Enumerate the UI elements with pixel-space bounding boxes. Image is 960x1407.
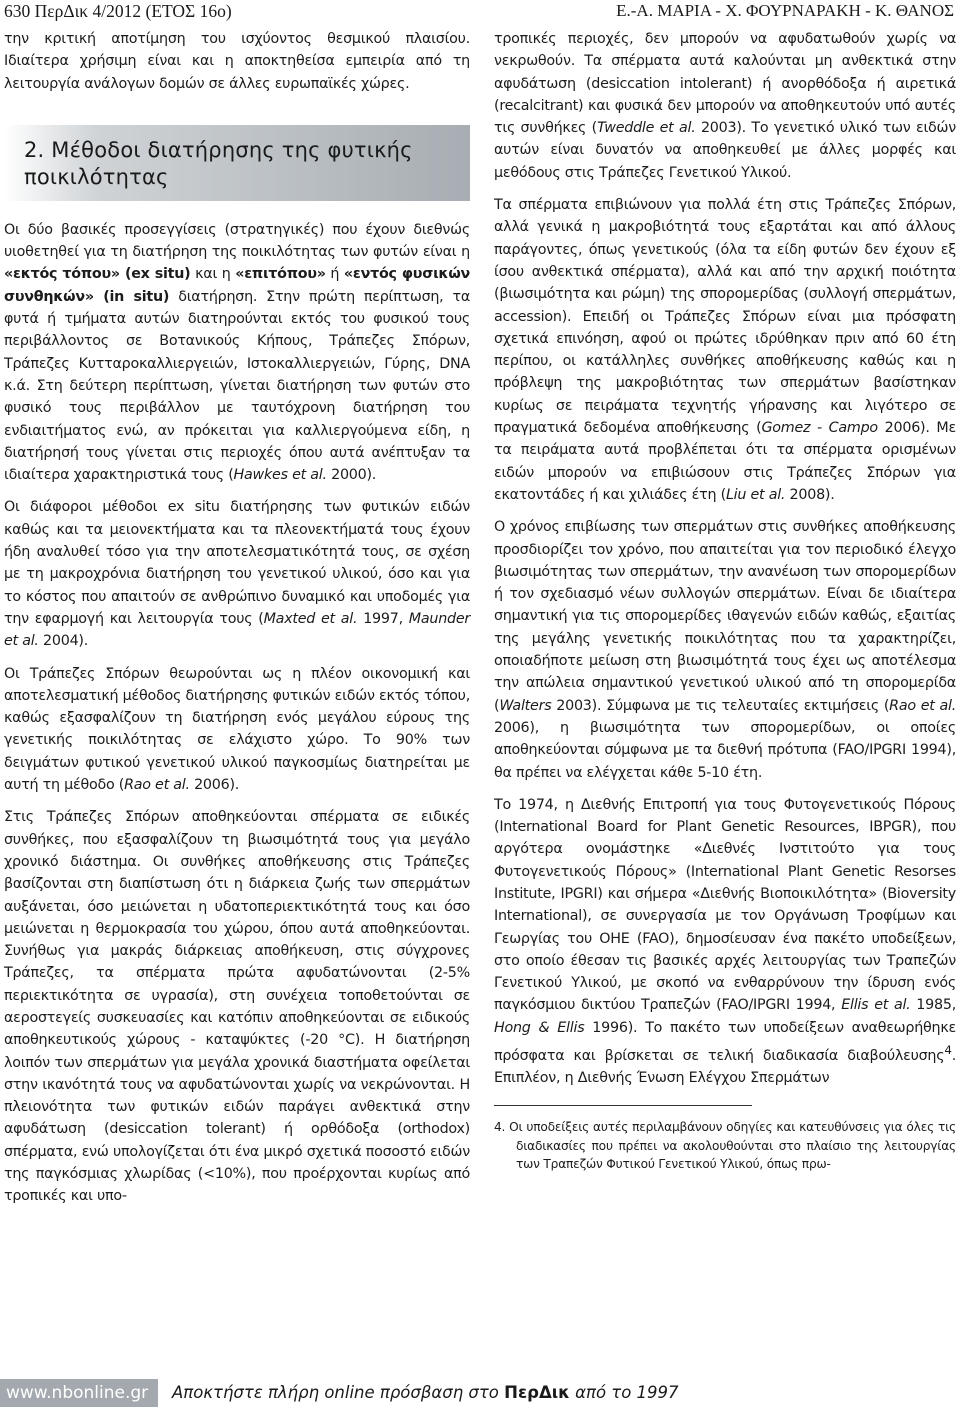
citation-author: Hong & Ellis xyxy=(494,1019,585,1036)
citation-author: Liu et al. xyxy=(725,486,786,503)
citation-author: Tweddle et al. xyxy=(596,120,696,137)
citation-author: Maxted et al. xyxy=(263,610,358,627)
citation-author: Rao et al. xyxy=(124,777,190,794)
left-column xyxy=(4,28,470,1208)
paragraph-intro: την κριτική αποτίμηση του ισχύοντος θεσμικού πλαισίου. Ιδιαίτερα χρήσιμη είναι και η αποκτηθείσα εμπειρία από τη λειτουργία ανάλογων δομών σε άλλες ευρωπαϊκές χώρες. xyxy=(4,31,470,92)
paragraph-recalcitrant-seeds: τροπικές περιοχές, δεν μπορούν να αφυδατωθούν χωρίς να νεκρωθούν. Τα σπέρματα αυτά καλούνται μη ανθεκτικά στην αφυδάτωση (desiccation intolerant) ή ανορθόδοξα ή αιρετικά (recalcitrant) και φυσικά δεν μπορούν να αποθηκευτούν υπό αυτές τις συνθήκες (Tweddle et al. 2003). Το γενετικό υλικό των ειδών αυτών είναι δυνατόν να αποθηκευθεί με άλλες μορφές και μεθόδους στις Τράπεζες Γενετικού Υλικού. xyxy=(494,31,956,181)
paragraph-ex-situ-methods: Οι διάφοροι μέθοδοι ex situ διατήρησης των φυτικών ειδών καθώς και τα μειονεκτήματα και τα πλεονεκτήματά τους έχουν ήδη αναλυθεί τόσο για την αποτελεσματικότητά τους, σε σχέση με τη μακροχρόνια διατήρηση του γενετικού υλικού, όσο και για το κόστος που απαιτούν σε ανθρώπινο δυναμικό και υποδομές για την εφαρμογή και λειτουργία τους (Maxted et al. 1997, Maunder et al. 2004). xyxy=(4,499,470,650)
running-header-authors: Ε.-Α. ΜΑΡΙΑ - Χ. ΦΟΥΡΝΑΡΑΚΗ - Κ. ΘΑΝΟΣ xyxy=(616,1,954,20)
section-heading: 2. Μέθοδοι διατήρησης της φυτικής ποικιλότητας xyxy=(4,125,470,201)
running-header-page-journal: 630 ΠερΔικ 4/2012 (ΕΤΟΣ 16ο) xyxy=(4,1,232,21)
footer-brand: ΠερΔικ xyxy=(504,1383,570,1402)
paragraph-storage-conditions: Στις Τράπεζες Σπόρων αποθηκεύονται σπέρματα σε ειδικές συνθήκες, που εξασφαλίζουν τη βιωσιμότητά τους για μεγάλο χρονικό διάστημα. Οι συνθήκες αποθήκευσης στις Τράπεζες βασίζονται στη διαπίστωση ότι η διάρκεια ζωής των σπερμάτων αυξάνεται, όσο μειώνεται η υδατοπεριεκτικότητά τους και όσο μειώνεται η θερμοκρασία του χώρου, όπου αυτά αποθηκεύονται. Συνήθως για μακράς διάρκειας αποθήκευση, στις σύγχρονες Τράπεζες, τα σπέρματα πρώτα αφυδατώνονται (2-5% περιεκτικότητα σε υγρασία), στη συνέχεια τοποθετούνται σε αεροστεγείς συσκευασίες και κατόπιν αποθηκεύονται σε ειδικούς αποθηκευτικούς χώρους - καταψύκτες (-20 °C). Η διατήρηση λοιπόν των σπερμάτων για μεγάλα χρονικά διαστήματα οφείλεται στην ικανότητά τους να αφυδατώνονται χωρίς να νεκρώνονται. Η πλειονότητα των φυτικών ειδών παράγει ανθεκτικά στην αφυδάτωση (desiccation tolerant) ή ορθόδοξα (orthodox) σπέρματα, ενώ υπολογίζεται ότι ένα μικρό σχετικά ποσοστό ειδών της παγκόσμιας χλωρίδας (<10%), που προέρχονται κυρίως από τροπικές και υπο- xyxy=(4,809,470,1205)
citation-author: Maunder et al. xyxy=(4,610,470,650)
footer-website-link[interactable]: www.nbonline.gr xyxy=(0,1379,158,1407)
paragraph-approaches: Οι δύο βασικές προσεγγίσεις (στρατηγικές) που έχουν διεθνώς υιοθετηθεί για τη διατήρηση της ποικιλότητας των φυτών είναι η «εκτός τόπου» (ex situ) και η «επιτόπου» ή «εντός φυσικών συνθηκών» (in situ) διατήρηση. Στην πρώτη περίπτωση, τα φυτά ή τμήματα αυτών διατηρούνται εκτός του φυσικού τους περιβάλλοντος σε Βοτανικούς Κήπους, Τράπεζες Σπόρων, Τράπεζες Κυτταροκαλλιεργειών, Ιστοκαλλιεργειών, Γύρης, DNA κ.ά. Στη δεύτερη περίπτωση, γίνεται διατήρηση των φυτών στο φυσικό τους περιβάλλον με ταυτόχρονη διατήρηση του ενδιαιτήματος ενώ, αν πρόκειται για καλλιεργούμενα είδη, η διατήρησή τους γίνεται στις περιοχές όπου αυτά ανέπτυξαν τα ιδιαίτερα χαρακτηριστικά τους (Hawkes et al. 2000). xyxy=(4,221,470,484)
term-in-place: «επιτόπου» xyxy=(235,266,326,283)
footer-promo-text: Αποκτήστε πλήρη online πρόσβαση στο ΠερΔικ από το 1997 xyxy=(172,1383,679,1402)
citation-author: Hawkes et al. xyxy=(233,467,327,484)
footnote-divider xyxy=(494,1105,752,1106)
paragraph-seed-longevity: Τα σπέρματα επιβιώνουν για πολλά έτη στις Τράπεζες Σπόρων, αλλά γενικά η μακροβιότητά τους εξαρτάται και από άλλους παράγοντες, όπως γενετικούς (όλα τα είδη φυτών δεν έχουν εξ ίσου ανθεκτικά σπέρματα), αλλά και από την αρχική ποιότητα (βιωσιμότητα και ρώμη) της σπορομερίδας (συλλογή σπερμάτων, accession). Επειδή οι Τράπεζες Σπόρων είναι μια πρόσφατη σχετικά επινόηση, αφού οι πρώτες ιδρύθηκαν πριν από 60 έτη περίπου, οι κατάλληλες συνθήκες αποθήκευσης καθώς και η πρόβλεψη της μακροβιότητας των σπερμάτων βασίστηκαν κυρίως σε πειράματα τεχνητής γήρανσης και λιγότερο σε πραγματικά δεδομένα αποθήκευσης (Gomez - Campo 2006). Με τα πειράματα αυτά προβλέπεται ότι τα σπέρματα ορισμένων ειδών μπορούν να επιβιώσουν στις Τράπεζες Σπόρων για εκατοντάδες ή και χιλιάδες έτη (Liu et al. 2008). xyxy=(494,197,956,503)
footnote-marker[interactable]: 4 xyxy=(944,1043,952,1058)
term-in-situ: «εντός φυσικών συνθηκών» (in situ) xyxy=(4,266,470,305)
term-ex-situ: «εκτός τόπου» (ex situ) xyxy=(4,266,191,283)
citation-author: Ellis et al. xyxy=(841,997,911,1014)
citation-author: Rao et al. xyxy=(889,697,956,714)
footnote: 4. Οι υποδείξεις αυτές περιλαμβάνουν οδηγίες και κατευθύνσεις για όλες τις διαδικασίες που πρέπει να ακολουθούνται στο πλαίσιο της λειτουργίας των Τραπεζών Φυτικού Γενετικού Υλικού, όπως πρω- xyxy=(494,1120,956,1172)
paragraph-international-board: Το 1974, η Διεθνής Επιτροπή για τους Φυτογενετικούς Πόρους (International Board for Plant Genetic Resources, IBPGR), που αργότερα ονομάστηκε «Διεθνές Ινστιτούτο για τους Φυτογενετικούς Πόρους» (International Plant Genetic Resorses Institute, IPGRI) και σήμερα «Διεθνής Βιοποικιλότητα» (Bioversity International), σε συνεργασία με τον Οργάνωση Τροφίμων και Γεωργίας του ΟΗΕ (FAO), δημοσίευσαν ένα πακέτο υποδείξεων, στο οποίο έθεσαν τις βασικές αρχές λειτουργίας των Τραπεζών Γενετικού Υλικού, με σκοπό να ενθαρρύνουν την ίδρυση ενός παγκόσμιου δικτύου Τραπεζών (FAO/IPGRI 1994, Ellis et al. 1985, Hong & Ellis 1996). Το πακέτο των υποδείξεων αναθεωρήθηκε πρόσφατα και βρίσκεται σε τελική διαδικασία διαβούλευσης$^4$. Επιπλέον, η Διεθνής Ένωση Ελέγχου Σπερμάτων xyxy=(494,796,956,1087)
page-footer xyxy=(0,1379,960,1407)
paragraph-seed-banks: Οι Τράπεζες Σπόρων θεωρούνται ως η πλέον οικονομική και αποτελεσματική μέθοδος διατήρησης φυτικών ειδών εκτός τόπου, καθώς εξασφαλίζουν τη διατήρηση ενός μεγάλου εύρους της γενετικής ποικιλότητας σε ελάχιστο χώρο. Το 90% των δειγμάτων φυτικού γενετικού υλικού παγκοσμίως διατηρείται με αυτή τη μέθοδο (Rao et al. 2006). xyxy=(4,665,470,794)
paragraph-survival-time: Ο χρόνος επιβίωσης των σπερμάτων στις συνθήκες αποθήκευσης προσδιορίζει τον χρόνο, που απαιτείται για τον περιοδικό έλεγχο βιωσιμότητας των σπερμάτων, την ανανέωση των σπορομερίδων ή τον σχεδιασμό νέων συλλογών σπερμάτων. Είναι δε ιδιαίτερα σημαντική για τις σπορομερίδες ιθαγενών ειδών καθώς, εξαιτίας της μεγάλης γενετικής ποικιλότητας που τα χαρακτηρίζει, οποιαδήποτε μείωση στη βιωσιμότητά τους έχει ως αποτέλεσμα την απώλεια σημαντικού γενετικού υλικού από τη σπορομερίδα (Walters 2003). Σύμφωνα με τις τελευταίες εκτιμήσεις (Rao et al. 2006), η βιωσιμότητα των σπορομερίδων, οι οποίες αποθηκεύονται σύμφωνα με τα διεθνή πρότυπα (FAO/IPGRI 1994), θα πρέπει να ελέγχεται κάθε 5-10 έτη. xyxy=(494,519,956,781)
citation-author: Gomez - Campo xyxy=(761,420,878,437)
right-column xyxy=(494,28,956,1174)
citation-author: Walters xyxy=(499,697,552,714)
